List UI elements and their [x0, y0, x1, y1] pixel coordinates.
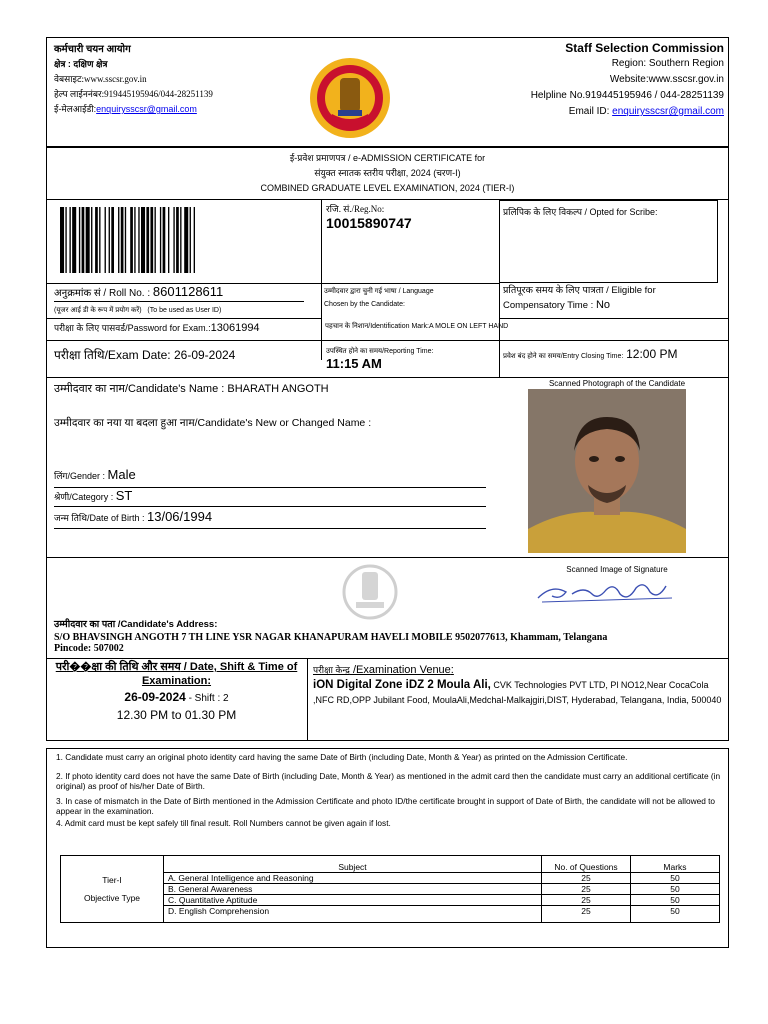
category: [54, 488, 484, 503]
barcode-bar: [121, 207, 124, 273]
roll-note: [54, 306, 319, 315]
category-value: ST: [115, 488, 133, 503]
barcode-icon: [60, 207, 314, 273]
schedule-shift: - Shift : 2: [185, 693, 229, 704]
roll-no: [54, 284, 319, 299]
compensatory-label: प्रतिपूरक समय के लिए पात्रता / Eligible for Compensatory Time :: [503, 285, 656, 311]
reg-no: [326, 202, 496, 231]
dob-label: जन्म तिथि/Date of Birth :: [54, 513, 147, 523]
subject-cell: D. English Comprehension: [164, 906, 542, 923]
roll-no-label: अनुक्रमांक सं / Roll No. :: [54, 288, 153, 299]
org-name-hindi: कर्मचारी चयन आयोग: [54, 44, 131, 55]
venue-label-hindi: परीक्षा केन्द्र: [313, 665, 350, 675]
subjects-table: [60, 855, 720, 923]
roll-no-value: 8601128611: [152, 284, 224, 299]
website-hindi: वेबसाइट:www.sscsr.gov.in: [54, 74, 147, 84]
reporting-time: [326, 347, 498, 371]
language-label-2: Chosen by the Candidate:: [324, 301, 405, 308]
divider: [46, 377, 728, 378]
schedule-label-colon: :: [207, 675, 212, 687]
identification-value: A MOLE ON LEFT HAND: [428, 323, 509, 330]
identification-mark: [325, 322, 705, 331]
email-label-hindi: ई-मेलआईडी:: [54, 104, 97, 114]
title-line-1: ई-प्रवेश प्रमाणपत्र / e-ADMISSION CERTIFICATE for: [289, 153, 486, 163]
org-name: Staff Selection Commission: [565, 41, 724, 55]
barcode-bar: [180, 207, 181, 273]
gender-value: Male: [107, 467, 136, 482]
candidate-photo-icon: [528, 389, 686, 553]
venue-name: iON Digital Zone iDZ 2 Moula Ali,: [313, 679, 491, 691]
barcode-bar: [155, 207, 156, 273]
barcode-bar: [72, 207, 76, 273]
candidate-name: [54, 381, 494, 396]
marks-cell: 50: [631, 873, 720, 884]
dob: [54, 509, 484, 524]
questions-cell: 25: [542, 906, 631, 923]
barcode-bar: [95, 207, 98, 273]
region-hindi: क्षेत्र : दक्षिण क्षेत्र: [54, 59, 108, 69]
entry-closing-label: प्रवेश बंद होने का समय/Entry Closing Time:: [503, 353, 624, 360]
exam-date-label: परीक्षा तिथि/Exam Date:: [54, 348, 174, 362]
address-line-2: Pincode: 507002: [54, 643, 124, 654]
instruction-item: 1. Candidate must carry an original photo identity card having the same Date of Birth (including Date, Month & Year) as printed on the Admission Certificate.: [56, 752, 628, 762]
password: [54, 321, 319, 334]
barcode-bar: [184, 207, 188, 273]
title-line-3: COMBINED GRADUATE LEVEL EXAMINATION, 2024 (TIER-I): [260, 183, 515, 193]
barcode-bar: [82, 207, 85, 273]
marks-cell: 50: [631, 906, 720, 923]
questions-cell: 25: [542, 884, 631, 895]
candidate-signature: [532, 576, 692, 608]
subject-cell: B. General Awareness: [164, 884, 542, 895]
barcode-bar: [168, 207, 169, 273]
barcode-bar: [79, 207, 80, 273]
exam-schedule: [48, 660, 305, 722]
password-label: परीक्षा के लिए पासवर्ड/Password for Exam.:: [54, 323, 211, 333]
ssc-logo: [306, 54, 394, 142]
divider: [499, 318, 728, 319]
barcode-bar: [190, 207, 191, 273]
helpline-hindi: हेल्प लाईननंबर:919445195946/044-28251139: [54, 89, 213, 99]
reporting-label: उपस्थित होने का समय/Reporting Time:: [326, 348, 434, 355]
subject-cell: C. Quantitative Aptitude: [164, 895, 542, 906]
barcode-bar: [146, 207, 149, 273]
address-line-1: S/O BHAVSINGH ANGOTH 7 TH LINE YSR NAGAR KHANAPURAM HAVELI MOBILE 9502077613, Khammam, Telangana: [54, 632, 608, 643]
emblem-watermark-icon: [332, 560, 408, 620]
barcode-bar: [118, 207, 119, 273]
password-value: 13061994: [210, 322, 260, 334]
barcode-bar: [150, 207, 153, 273]
barcode-bar: [130, 207, 133, 273]
header-subject: Subject: [164, 856, 542, 873]
barcode: [60, 207, 314, 273]
barcode-bar: [194, 207, 195, 273]
new-name: उम्मीदवार का नया या बदला हुआ नाम/Candidate's New or Changed Name :: [54, 417, 372, 429]
marks-cell: 50: [631, 884, 720, 895]
compensatory-time: [503, 284, 719, 313]
barcode-bar: [176, 207, 179, 273]
language-label-1: उम्मीदवार द्वारा चुनी गई भाषा / Language: [324, 288, 434, 295]
email-link[interactable]: enquirysscsr@gmail.com: [612, 106, 724, 117]
venue-address: CVK Technologies PVT LTD, Pl NO12,Near CocaCola ,NFC RD,OPP Jubilant Food, MoulaAli,Medchal-Malkajgiri,DIST, Hyderabad, Telangana, India, 500040: [313, 680, 722, 705]
divider: [54, 506, 486, 507]
tier-label: Tier-I: [102, 875, 122, 885]
website: Website:www.sscsr.gov.in: [609, 74, 724, 85]
candidate-name-value: BHARATH ANGOTH: [227, 383, 329, 395]
exam-date: [54, 346, 319, 363]
barcode-bar: [125, 207, 126, 273]
reporting-value: 11:15 AM: [326, 356, 382, 371]
header-marks: Marks: [631, 856, 720, 873]
barcode-bar: [91, 207, 92, 273]
language: [324, 285, 496, 311]
barcode-bar: [160, 207, 161, 273]
schedule-date: 26-09-2024: [124, 690, 186, 704]
border-left: [46, 200, 47, 660]
address-label: उम्मीदवार का पता /Candidate's Address:: [54, 619, 218, 630]
barcode-bar: [86, 207, 90, 273]
divider: [54, 528, 486, 529]
exam-venue: [313, 663, 723, 708]
barcode-bar: [134, 207, 135, 273]
barcode-bar: [65, 207, 66, 273]
divider: [54, 301, 304, 302]
address: [54, 617, 724, 654]
candidate-name-label: उम्मीदवार का नाम/Candidate's Name :: [54, 383, 228, 395]
barcode-bar: [99, 207, 100, 273]
venue-label-english: /Examination Venue: [349, 664, 451, 676]
scribe-label: प्रलिपिक के लिए विकल्प / Opted for Scribe:: [503, 207, 658, 217]
barcode-bar: [163, 207, 166, 273]
title-line-2: संयुक्त स्नातक स्तरीय परीक्षा, 2024 (चरण-I): [314, 168, 461, 178]
certificate-title: [46, 151, 729, 196]
candidate-photo: [528, 389, 686, 553]
reg-no-label: रजि. सं./Reg.No:: [326, 204, 385, 214]
schedule-label-hindi: परी��क्षा की तिथि और समय: [55, 661, 181, 673]
divider: [321, 200, 322, 360]
barcode-bar: [173, 207, 174, 273]
subjects-table-grid: [60, 855, 720, 923]
photo-label: Scanned Photograph of the Candidate: [548, 379, 686, 388]
divider: [46, 318, 321, 319]
category-label: श्रेणी/Category :: [54, 492, 116, 502]
exam-date-value: 26-09-2024: [173, 348, 236, 362]
barcode-bar: [60, 207, 64, 273]
schedule-label-english: / Date, Shift & Time of Examination: [141, 661, 298, 687]
subject-cell: A. General Intelligence and Reasoning: [164, 873, 542, 884]
instruction-item: 2. If photo identity card does not have the same Date of Birth (including Date, Month & Year) as mentioned in the admit card then the candidate must carry an additional certificate (in original) as proof of his/her Date of Birth.: [56, 771, 721, 791]
header-questions: No. of Questions: [542, 856, 631, 873]
header-hindi: [54, 42, 294, 117]
barcode-bar: [138, 207, 139, 273]
gender: [54, 467, 484, 482]
roll-note-hindi: (यूजर आई डी के रूप में प्रयोग करें): [54, 307, 142, 314]
email-label: Email ID:: [568, 106, 613, 117]
dob-value: 13/06/1994: [147, 509, 213, 524]
barcode-bar: [141, 207, 145, 273]
instruction-item: 4. Admit card must be kept safely till final result. Roll Numbers cannot be given again if lost.: [56, 818, 391, 828]
barcode-bar: [69, 207, 70, 273]
header-english: [430, 40, 724, 120]
roll-note-english: (To be used as User ID): [147, 307, 222, 314]
tier-type: Objective Type: [83, 893, 141, 903]
barcode-bar: [109, 207, 110, 273]
barcode-bar: [111, 207, 114, 273]
questions-cell: 25: [542, 895, 631, 906]
divider: [307, 658, 308, 741]
entry-closing-time: [503, 347, 719, 361]
instructions: [56, 752, 724, 828]
schedule-time: 12.30 PM to 01.30 PM: [116, 708, 237, 722]
email-link-hindi[interactable]: enquirysscsr@gmail.com: [96, 104, 197, 114]
reg-no-value: 10015890747: [326, 215, 412, 231]
divider: [46, 557, 728, 558]
questions-cell: 25: [542, 873, 631, 884]
helpline: Helpline No.919445195946 / 044-28251139: [530, 90, 724, 101]
watermark-emblem: [332, 560, 408, 620]
instruction-item: 3. In case of mismatch in the Date of Birth mentioned in the Admission Certificate and photo ID/the certificate brought in support of Date of Birth, the candidate will not be allowed to appear in the examination.: [56, 796, 716, 816]
barcode-bar: [105, 207, 106, 273]
entry-closing-value: 12:00 PM: [626, 347, 678, 361]
ssc-emblem-icon: [306, 54, 394, 142]
venue-label-colon: :: [450, 664, 454, 676]
border-right: [728, 200, 729, 660]
divider: [46, 340, 728, 341]
compensatory-value: No: [595, 299, 610, 311]
signature-label: Scanned Image of Signature: [566, 565, 668, 574]
region: Region: Southern Region: [611, 58, 724, 69]
gender-label: लिंग/Gender :: [54, 471, 108, 481]
identification-label: पहचान के निशान/Identification Mark:: [325, 323, 429, 330]
marks-cell: 50: [631, 895, 720, 906]
signature-icon: [532, 576, 692, 608]
